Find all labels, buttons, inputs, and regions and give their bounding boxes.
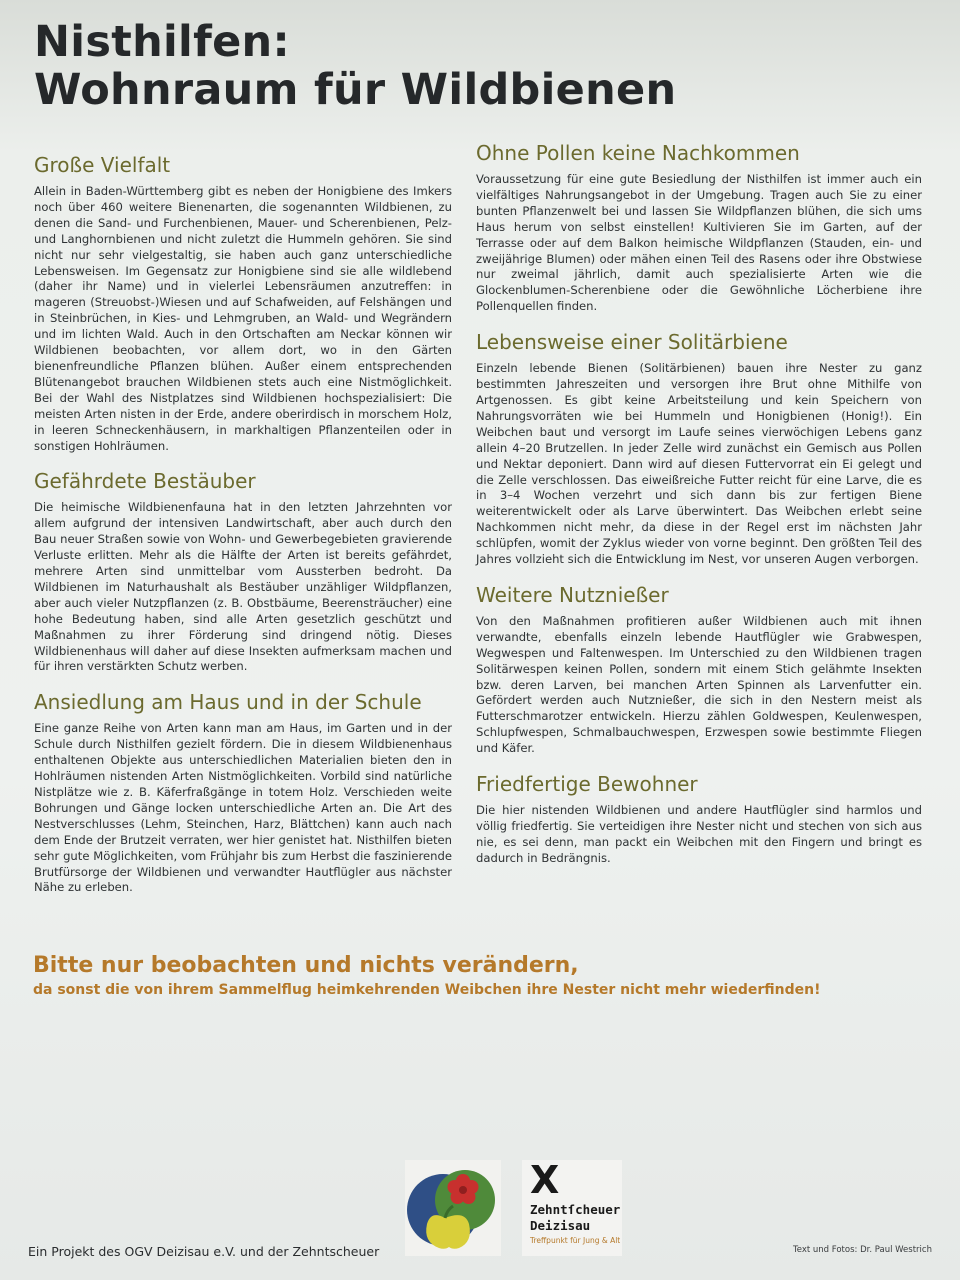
title-line-1: Nisthilfen: [34, 17, 290, 67]
zehntscheuer-x-mark: X [530, 1158, 560, 1202]
section-gefaehrdete-bestaeuber [34, 468, 452, 675]
section-heading: Gefährdete Bestäuber [34, 469, 256, 494]
section-text: Allein in Baden-Württemberg gibt es neben der Honigbiene des Imkers noch über 460 weitere Bienenarten, die sogenannten Wildbienen, zu denen die Sand- und Furchenbienen, Mauer- und Scherenbienen, Pelz- und Langhornbienen und nicht zuletzt die Hummeln gehören. Sie sind nicht nur sehr vielgestaltig, sie haben auch ganz unterschiedliche Lebensweisen. Im Gegensatz zur Honigbiene sind sie alle wildlebend (daher ihr Name) und in vielerlei Lebensräumen anzutreffen: in mageren (Streuobst-)Wiesen und auf Schafweiden, auf Felshängen und in Steinbrüchen, in Kies- und Lehmgruben, an Wald- und Wegrändern und im lichten Wald. Auch in den Ortschaften am Neckar können wir Wildbienen beobachten, vor allem dort, wo in den Gärten bienenfreundliche Pflanzen blühen. Außer einem entsprechenden Blütenangebot brauchen Wildbienen stets auch eine Nistmöglichkeit. Bei der Wahl des Nistplatzes sind Wildbienen hochspezialisiert: Die meisten Arten nisten in der Erde, andere oberirdisch in morschem Holz, in leeren Schneckenhäusern, in markhaltigen Pflanzenteilen oder in sonstigen Hohlräumen. [34, 184, 452, 453]
section-weitere-nutzniesser [476, 582, 922, 757]
section-heading: Große Vielfalt [34, 153, 171, 177]
appeal-notice [33, 952, 913, 1000]
zehntscheuer-tagline: Treffpunkt für Jung & Alt [530, 1236, 621, 1245]
section-text: Einzeln lebende Bienen (Solitärbienen) bauen ihre Nester zu ganz bestimmten Jahreszeiten und versorgen ihre Brut ohne Mithilfe von Artgenossen. Es gibt keine Arbeitsteilung und kein Speichern von Nahrungsvorräten wie bei Hummeln und Honigbienen (Honig!). Ein Weibchen baut und versorgt im Laufe seines vierwöchigen Lebens ganz allein 4–20 Brutzellen. In jeder Zelle wird zunächst ein Gemisch aus Pollen und Nektar deponiert. Dann wird auf diesen Futtervorrat ein Ei gelegt und die Zelle verschlossen. Das eiweißreiche Futter reicht für eine Larve, die es in 3–4 Wochen verzehrt und sich dann bis zur fertigen Biene weiterentwickelt oder als Larve überwintert. Das Weibchen erlebt seine Nachkommen nicht mehr, da diese in der Regel erst im nächsten Jahr schlüpfen, womit der Zyklus wieder von vorne beginnt. Den größten Teil des Jahres vollzieht sich die Entwicklung im Nest, vor unseren Augen verborgen. [476, 361, 922, 567]
zehntscheuer-logo [522, 1160, 622, 1256]
page-title [34, 18, 676, 114]
section-text: Voraussetzung für eine gute Besiedlung der Nisthilfen ist immer auch ein vielfältiges Nahrungsangebot in der Umgebung. Tragen auch Sie zu einer bunten Pflanzenwelt bei und lassen Sie Wildpflanzen blühen, die sich ums Haus herum von selbst einstellen! Kultivieren Sie im Garten, auf der Terrasse oder auf dem Balkon heimische Wildpflanzen (Stauden, ein- und zweijährige Blumen) oder mähen einen Teil des Rasens oder ihre Obstwiese nur zweimal jährlich, damit auch spezialisierte Arten wie die Glockenblumen-Scherenbiene oder die Gewöhnliche Löcherbiene ihre Pollenquellen finden. [476, 172, 922, 314]
section-text: Von den Maßnahmen profitieren außer Wildbienen auch mit ihnen verwandte, ebenfalls einzeln lebende Hautflügler wie Grabwespen, Wegwespen und Faltenwespen. Im Unterschied zu den Wildbienen tragen Solitärwespen keinen Pollen, sondern mit einem Stich gelähmte Insekten bzw. deren Larven, bei manchen Arten Spinnen als Larvenfutter ein. Gefördert werden auch Nutznießer, die sich in den Nestern meist als Futterschmarotzer entwickeln. Hierzu zählen Goldwespen, Keulenwespen, Schlupfwespen, Schmalbauchwespen, Erzwespen sowie bestimmte Fliegen und Käfer. [476, 613, 922, 756]
section-heading: Lebensweise einer Solitärbiene [476, 330, 788, 355]
right-column [476, 140, 922, 881]
section-text: Die hier nistenden Wildbienen und andere Hautflügler sind harmlos und völlig friedfertig. Sie verteidigen ihre Nester nicht und stechen von sich aus nie, es sei denn, man packt ein Weibchen mit den Fingern und bringt es dadurch in Bedrängnis. [476, 803, 922, 865]
flower-apple-logo [405, 1160, 501, 1256]
section-text: Die heimische Wildbienenfauna hat in den letzten Jahrzehnten vor allem aufgrund der intensiven Landwirtschaft, aber auch durch den Bau neuer Straßen sowie von Wohn- und Gewerbegebieten gravierende Verluste erlitten. Mehr als die Hälfte der Arten ist bereits gefährdet, mehrere Arten sind unmittelbar vom Aussterben bedroht. Da Wildbienen im Naturhaushalt als Bestäuber unzähliger Wildpflanzen, aber auch vieler Nutzpflanzen (z. B. Obstbäume, Beerensträucher) eine hohe Bedeutung haben, sind alle Arten gesetzlich geschützt und Maßnahmen zu ihrer Förderung sind dringend nötig. Dieses Wildbienenhaus will daher auf diese Insekten aufmerksam machen und für ihren verstärkten Schutz werben. [34, 500, 452, 674]
photo-credit: Text und Fotos: Dr. Paul Westrich [793, 1245, 932, 1255]
section-lebensweise [476, 329, 922, 568]
left-column [34, 152, 452, 910]
appeal-main-text: Bitte nur beobachten und nichts verändern, [33, 953, 579, 978]
project-credit: Ein Projekt des OGV Deizisau e.V. und der Zehntscheuer [28, 1244, 380, 1259]
section-heading: Ansiedlung am Haus und in der Schule [34, 690, 422, 715]
section-text: Eine ganze Reihe von Arten kann man am Haus, im Garten und in der Schule durch Nisthilfen gezielt fördern. Die in diesem Wildbienenhaus enthaltenen Objekte aus unterschiedlichen Materialien bieten den in Hohlräumen nistenden Arten Nistmöglichkeiten. Vorbild sind natürliche Nistplätze wie z. B. Käferfraßgänge in totem Holz. Verschieden weite Bohrungen und Gänge locken unterschiedliche Arten an. Die Art des Nestverschlusses (Lehm, Steinchen, Harz, Blättchen) kann auch nach dem Ende der Brutzeit verraten, wer hier genistet hat. Nisthilfen bieten sehr gute Möglichkeiten, vom Frühjahr bis zum Herbst die faszinierende Brutfürsorge der Wildbienen und verwandter Hautflügler aus nächster Nähe zu erleben. [34, 721, 452, 895]
section-heading: Weitere Nutznießer [476, 582, 669, 607]
section-ansiedlung [34, 689, 452, 896]
section-heading: Friedfertige Bewohner [476, 772, 698, 797]
title-line-2: Wohnraum für Wildbienen [34, 65, 677, 115]
section-ohne-pollen [476, 140, 922, 315]
section-grosse-vielfalt [34, 152, 452, 454]
zehntscheuer-place: Deizisau [530, 1218, 591, 1233]
section-heading: Ohne Pollen keine Nachkommen [476, 141, 800, 165]
appeal-sub-text: da sonst die von ihrem Sammelflug heimkehrenden Weibchen ihre Nester nicht mehr wiederfinden! [33, 982, 821, 998]
zehntscheuer-name: Zehntſcheuer [530, 1202, 621, 1217]
section-friedfertige-bewohner [476, 771, 922, 867]
